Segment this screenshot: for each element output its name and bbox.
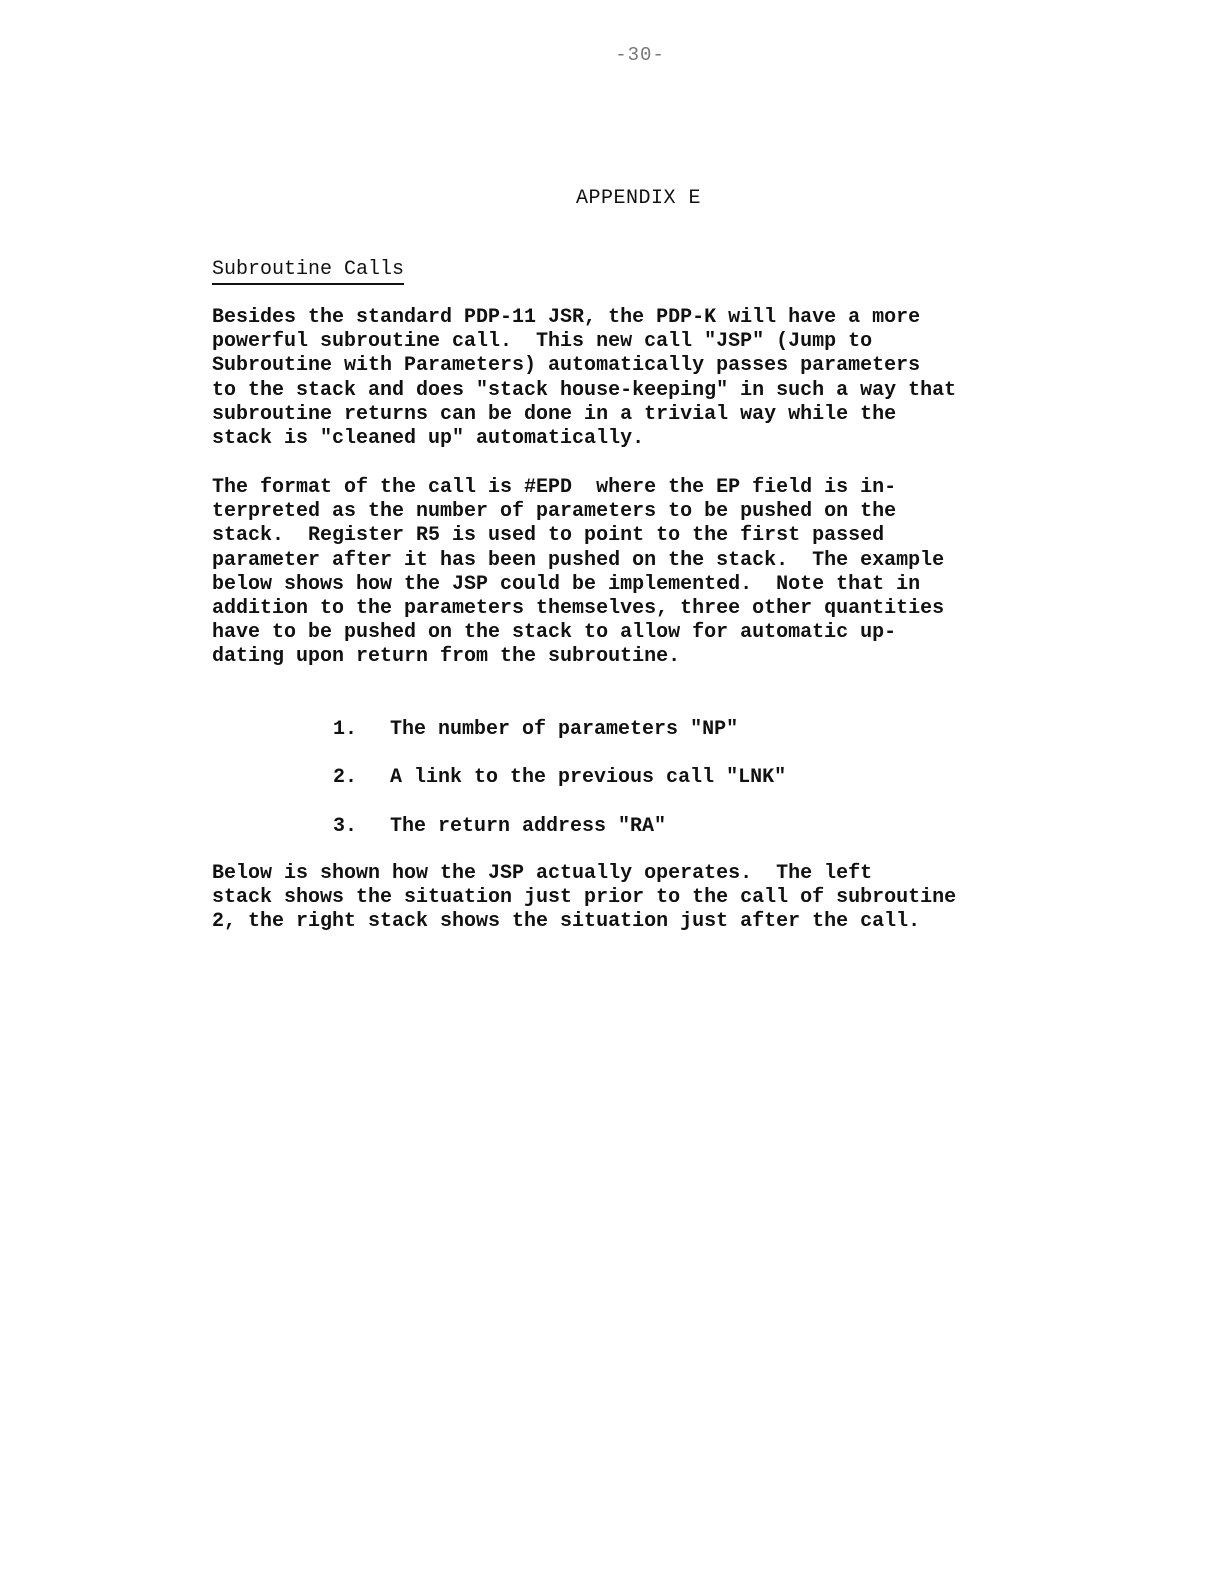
paragraph-subroutine-intro: [212, 306, 956, 451]
text-line: to the stack and does "stack house-keeping" in such a way that: [212, 378, 957, 402]
list-item-number: 1.: [333, 718, 358, 741]
section-heading: Subroutine Calls: [212, 258, 404, 285]
list-item-number: 3.: [333, 815, 358, 838]
text-line: parameter after it has been pushed on the stack. The example: [212, 548, 945, 572]
list-item-text: The number of parameters "NP": [390, 718, 739, 741]
list-item-text: A link to the previous call "LNK": [390, 766, 787, 789]
text-line: The format of the call is #EPD where the EP field is in-: [212, 476, 897, 499]
list-item: [285, 791, 667, 838]
text-line: stack. Register R5 is used to point to the first passed: [212, 524, 885, 548]
paragraph-jsp-operation: [212, 862, 956, 935]
text-line: subroutine returns can be done in a trivial way while the: [212, 402, 897, 426]
list-item-text: The return address "RA": [390, 815, 667, 838]
text-line: Besides the standard PDP-11 JSR, the PDP-K will have a more: [212, 306, 921, 329]
text-line: terpreted as the number of parameters to be pushed on the: [212, 500, 897, 524]
text-line: powerful subroutine call. This new call "JSP" (Jump to: [212, 330, 873, 354]
list-item: [285, 694, 739, 741]
text-line: stack shows the situation just prior to the call of subroutine: [212, 886, 957, 910]
page-number: -30-: [615, 44, 665, 66]
text-line: Below is shown how the JSP actually operates. The left: [212, 862, 873, 885]
list-item: [285, 742, 787, 789]
text-line: have to be pushed on the stack to allow for automatic up-: [212, 621, 897, 645]
text-line: Subroutine with Parameters) automatically passes parameters: [212, 354, 921, 378]
paragraph-call-format: [212, 476, 944, 670]
text-line: below shows how the JSP could be implemented. Note that in: [212, 572, 921, 596]
text-line: dating upon return from the subroutine.: [212, 645, 681, 669]
text-line: stack is "cleaned up" automatically.: [212, 426, 645, 450]
appendix-title: APPENDIX E: [576, 187, 702, 210]
text-line: addition to the parameters themselves, three other quantities: [212, 596, 945, 620]
text-line: 2, the right stack shows the situation just after the call.: [212, 910, 921, 934]
list-item-number: 2.: [333, 766, 358, 789]
